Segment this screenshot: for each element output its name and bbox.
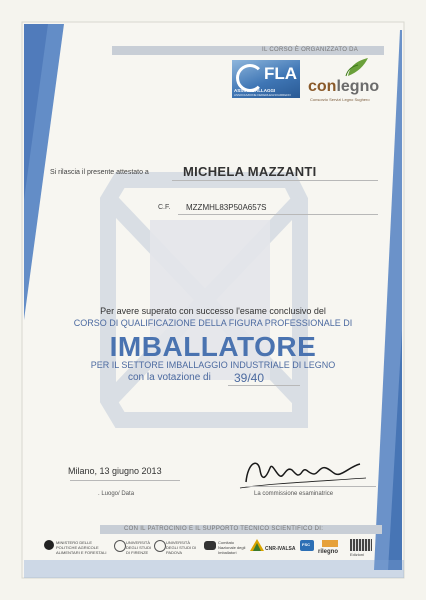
sponsor-unipd: UNIVERSITÀ DEGLI STUDI DI PADOVA [166,540,197,555]
passed-text: Per avere superato con successo l'esame conclusivo del [100,306,326,316]
recipient-name-underline [172,180,378,181]
cnr-triangle-icon [250,539,264,551]
place-date-label: . Luogo/ Data [98,491,135,497]
sponsor-ministry: MINISTERO DELLE POLITICHE AGRICOLE ALIMENTARI E FORESTALI [56,540,107,555]
sponsor-edizioni: Edizioni [350,552,365,557]
profession-title: IMBALLATORE [109,331,317,362]
rilegno-logo-icon [322,540,338,547]
comitato-logo-icon [204,541,216,550]
grade-value: 39/40 [234,371,265,385]
grade-label: con la votazione di [128,372,211,383]
conlegno-logo-text: conlegno [308,78,380,95]
unifi-seal-icon [114,540,126,552]
organized-by-label: IL CORSO È ORGANIZZATO DA [262,47,359,53]
conlegno-logo-subtitle: Consorzio Servizi Legno Sughero [310,97,370,102]
fla-logo-subtitle: ASSOIMBALLAGGI [234,88,276,93]
cf-underline [178,214,378,215]
place-date-underline [70,480,180,481]
sponsor-comitato: Comitato Nazionale degli Imballatori [218,540,246,555]
sponsor-cnr: CNR-IVALSA [265,546,296,552]
sponsor-rilegno: rilegno [318,549,339,555]
sponsor-fsc: FSC [302,542,310,547]
cf-label: C.F. [158,204,171,211]
issued-label: Si rilascia il presente attestato a [50,169,149,176]
grade-underline [228,385,300,386]
sector-text: PER IL SETTORE IMBALLAGGIO INDUSTRIALE DI LEGNO [90,360,336,370]
ministry-emblem-icon [44,540,54,550]
unipd-seal-icon [154,540,166,552]
signature-line [246,486,376,487]
cf-value: MZZMHL83P50A657S [186,203,267,212]
patronage-label: CON IL PATROCINIO E IL SUPPORTO TECNICO SCIENTIFICO DI: [124,526,324,532]
edizioni-logo-icon [350,539,372,551]
course-text: CORSO DI QUALIFICAZIONE DELLA FIGURA PROFESSIONALE DI [73,318,353,328]
fla-logo-text: FLA [264,64,298,83]
recipient-name: MICHELA MAZZANTI [183,164,317,179]
fla-logo-subtitle2: ASSOCIAZIONE FEDERLEGNOARREDO [234,93,291,97]
leaf-icon [310,56,370,78]
sponsor-unifi: UNIVERSITÀ DEGLI STUDI DI FIRENZE [126,540,152,555]
place-date: Milano, 13 giugno 2013 [68,466,162,476]
commission-label: La commissione esaminatrice [254,491,334,497]
